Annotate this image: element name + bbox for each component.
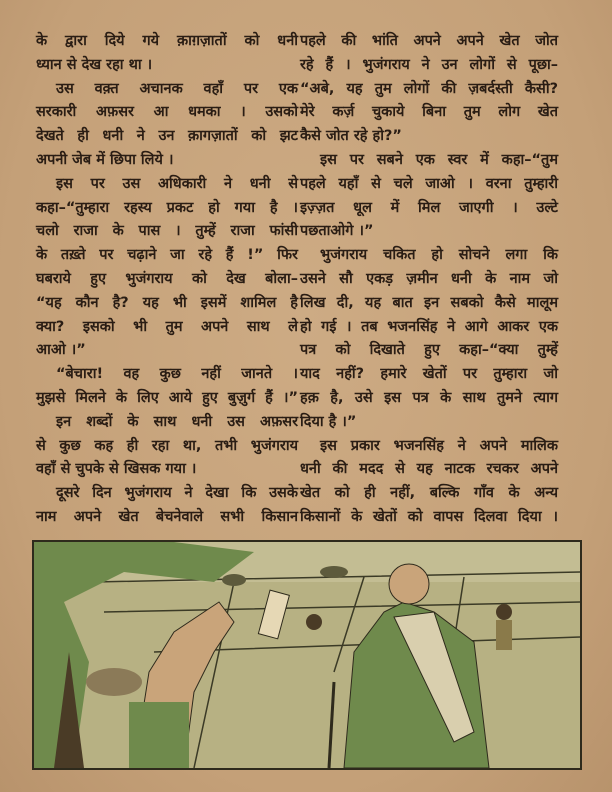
text-line: मेरे कर्ज़ चुकाये बिना तुम लोग खेत — [300, 104, 558, 121]
cattle — [320, 566, 348, 578]
distant-farmer — [496, 604, 512, 620]
text-line: हक़ है, उसे इस पत्र के साथ तुमने त्याग — [300, 389, 558, 406]
text-line: रहे हैं । भुजंगराय ने उन लोगों से पूछा– — [300, 56, 558, 73]
text-line: वहाँ से चुपके से खिसक गया । — [36, 461, 197, 478]
text-line: इस पर सबने एक स्वर में कहा–“तुम — [320, 151, 558, 168]
text-line: देखते ही धनी ने उन क़ागज़ातों को झट — [36, 128, 298, 145]
distant-farmer-body — [496, 620, 512, 650]
text-line: इन शब्दों के साथ धनी उस अफ़सर — [56, 413, 298, 430]
text-line: के द्वारा दिये गये क़ाग़ज़ातों को धनी — [36, 33, 298, 49]
text-line: याद नहीं? हमारे खेतों पर तुम्हारा जो — [300, 366, 558, 383]
text-line: उसने सौ एकड़ ज़मीन धनी के नाम जो — [300, 270, 558, 287]
left-text-column — [36, 30, 298, 530]
cattle — [222, 574, 246, 586]
text-line: दूसरे दिन भुजंगराय ने देखा कि उसके — [56, 485, 298, 502]
text-line: किसानों के खेतों को वापस दिलवा दिया । — [300, 508, 558, 525]
text-line: “यह कौन है? यह भी इसमें शामिल है — [36, 294, 298, 311]
text-line: चलो राजा के पास । तुम्हें राजा फांसी — [36, 223, 298, 240]
text-line: नाम अपने खेत बेचनेवाले सभी किसान — [36, 508, 298, 525]
text-line: हो गई । तब भजनसिंह ने आगे आकर एक — [300, 318, 558, 335]
farmer-dhoti — [129, 702, 189, 768]
text-line: के तख़्ते पर चढ़ाने जा रहे हैं !” फिर — [36, 247, 298, 264]
text-line: आओ ।” — [36, 342, 86, 359]
text-line: घबराये हुए भुजंगराय को देख बोला– — [36, 270, 298, 287]
text-line: “बेचारा! वह कुछ नहीं जानते । — [56, 366, 298, 383]
ox — [86, 668, 142, 696]
text-line: ध्यान से देख रहा था । — [36, 56, 153, 73]
text-line: इस प्रकार भजनसिंह ने अपने मालिक — [320, 437, 558, 454]
text-line: से कुछ कह ही रहा था, तभी भुजंगराय — [36, 437, 298, 454]
text-line: कहा–“तुम्हारा रहस्य प्रकट हो गया है । — [36, 199, 298, 216]
distant-farmer — [306, 614, 322, 630]
text-line: पत्र को दिखाते हुए कहा–“क्या तुम्हें — [300, 342, 558, 359]
text-line: कैसे जोत रहे हो?” — [300, 128, 402, 145]
dhani-head — [389, 564, 429, 604]
text-line: भुजंगराय चकित हो सोचने लगा कि — [320, 247, 558, 264]
text-line: इस पर उस अधिकारी ने धनी से — [56, 175, 298, 192]
story-illustration — [32, 540, 582, 770]
text-line: क्या? इसको भी तुम अपने साथ ले — [36, 318, 298, 335]
text-line: खेत को ही नहीं, बल्कि गाँव के अन्य — [300, 485, 558, 502]
text-line: पहले की भांति अपने अपने खेत जोत — [300, 33, 558, 49]
text-line: उस वक़्त अचानक वहाँ पर एक — [56, 80, 298, 97]
right-text-column — [300, 30, 558, 530]
text-line: पहले यहाँ से चले जाओ । वरना तुम्हारी — [300, 175, 558, 192]
text-line: “अबे, यह तुम लोगों की ज़बर्दस्ती कैसी? — [300, 80, 558, 97]
text-line: पछताओगे ।” — [300, 223, 374, 240]
text-line: मुझसे मिलने के लिए आये हुए बुज़ुर्ग हैं ।” — [36, 389, 298, 406]
text-line: अपनी जेब में छिपा लिये । — [36, 151, 174, 168]
text-line: इज़्ज़त धूल में मिल जाएगी । उल्टे — [300, 199, 558, 216]
text-line: सरकारी अफ़सर आ धमका । उसको — [36, 104, 298, 121]
text-line: दिया है ।” — [300, 413, 357, 430]
text-line: लिख दी, यह बात इन सबको कैसे मालूम — [300, 294, 558, 311]
text-line: धनी की मदद से यह नाटक रचकर अपने — [300, 461, 558, 478]
